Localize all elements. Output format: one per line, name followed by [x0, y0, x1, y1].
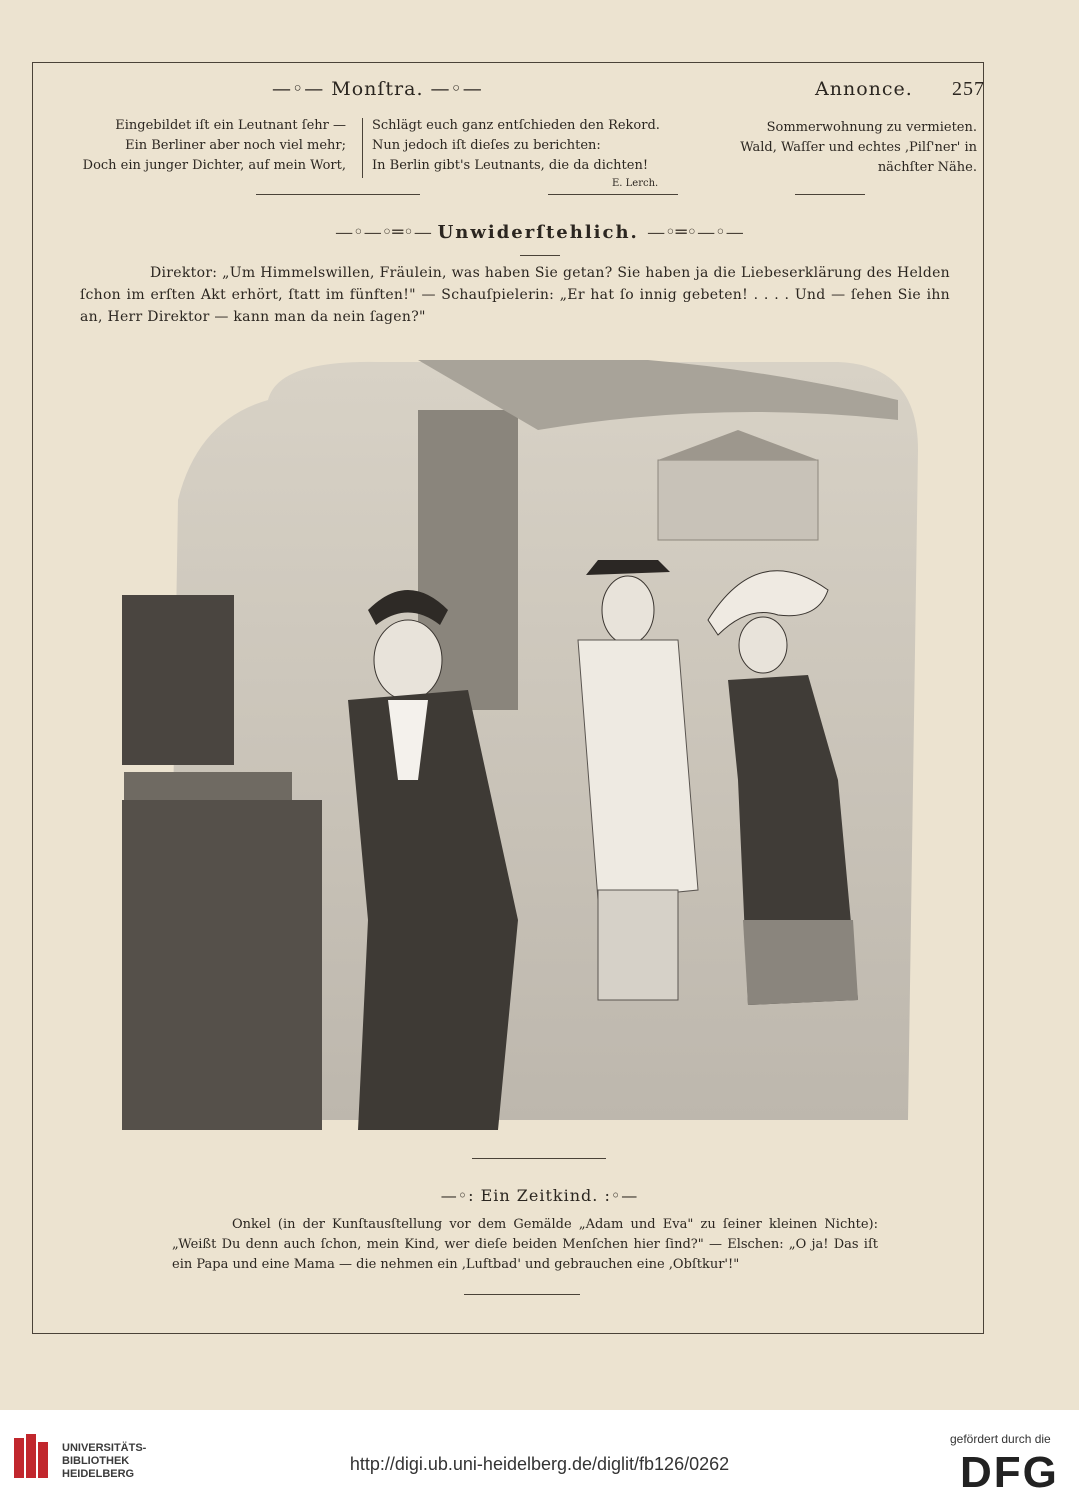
actor-head [374, 620, 442, 700]
column-separator [362, 118, 363, 178]
divider [464, 1294, 580, 1295]
divider [548, 194, 678, 195]
library-name-line: UNIVERSITÄTS- [62, 1442, 147, 1454]
poem-column-1 [56, 116, 346, 176]
section-2-title-text: Ein Zeitkind. [480, 1186, 599, 1205]
books [124, 772, 292, 804]
poem-signature: E. Lerch. [612, 178, 659, 189]
article-title-text: Unwiderſtehlich. [437, 222, 639, 243]
ornament-left: —◦—◦═◦— [335, 222, 438, 243]
actress-skirt [743, 920, 858, 1005]
section-header-annonce: Annonce. [815, 78, 913, 100]
running-header: —◦— Monſtra. —◦— [272, 78, 483, 100]
divider [472, 1158, 606, 1159]
director-trousers [598, 890, 678, 1000]
chateau [658, 460, 818, 540]
actress-head [739, 617, 787, 673]
poem-column-2 [372, 116, 660, 176]
library-name-line: HEIDELBERG [62, 1468, 135, 1480]
mirror [122, 595, 234, 765]
annonce-text [705, 118, 977, 178]
poem-line: In Berlin gibt's Leutnants, die da dichten! [372, 158, 649, 173]
annonce-line: nächſter Nähe. [877, 160, 977, 175]
section-2-title [0, 1186, 1079, 1205]
director-coat [578, 640, 698, 900]
footer-bar [0, 1410, 1079, 1503]
poem-line: Eingebildet iſt ein Leutnant ſehr — [115, 118, 346, 133]
poem-line: Nun jedoch iſt dieſes zu berichten: [372, 138, 601, 153]
ornament-right: —◦═◦—◦— [647, 222, 744, 243]
funded-by-label: gefördert durch die [950, 1432, 1051, 1446]
article-title [0, 222, 1079, 243]
annonce-line: Wald, Waſſer und echtes ‚Pilſ'ner' in [740, 140, 977, 155]
dialog-text: Direktor: „Um Himmelswillen, Fräulein, was haben Sie getan? Sie haben ja die Liebeserklärung des Helden ſchon im erſten Akt erhört, ſtatt im fünften!" — Schauſpielerin: „Er hat ſo innig gebeten! . . . . Und — ſehen Sie ihn an, Herr Direktor — kann man da nein ſagen?" [80, 265, 950, 325]
divider [795, 194, 865, 195]
divider [256, 194, 420, 195]
ornament-right: :◦— [604, 1186, 639, 1205]
annonce-line: Sommerwohnung zu vermieten. [766, 120, 977, 135]
poem-line: Doch ein junger Dichter, auf mein Wort, [82, 158, 346, 173]
cabinet [122, 800, 322, 1130]
cartoon-illustration [118, 360, 918, 1130]
library-name-line: BIBLIOTHEK [62, 1455, 130, 1467]
director-head [602, 576, 654, 644]
section-2-text: Onkel (in der Kunſtausſtellung vor dem Gemälde „Adam und Eva" zu ſeiner kleinen Nichte): „Weißt Du denn auch ſchon, mein Kind, wer dieſe beiden Menſchen hier ſind?" — Elschen: „O ja! Das iſt ein Papa und eine Mama — die nehmen ein ‚Luftbad' und gebrauchen eine ‚Obſtkur'!" [172, 1217, 878, 1272]
poem-line: Ein Berliner aber noch viel mehr; [125, 138, 346, 153]
divider [520, 255, 560, 256]
page-number: 257 [952, 78, 985, 100]
dfg-logo: DFG [960, 1448, 1059, 1497]
permalink[interactable]: http://digi.ub.uni-heidelberg.de/diglit/fb126/0262 [349, 1454, 730, 1474]
poem-line: Schlägt euch ganz entſchieden den Rekord. [372, 118, 660, 133]
ornament-left: —◦: [440, 1186, 481, 1205]
